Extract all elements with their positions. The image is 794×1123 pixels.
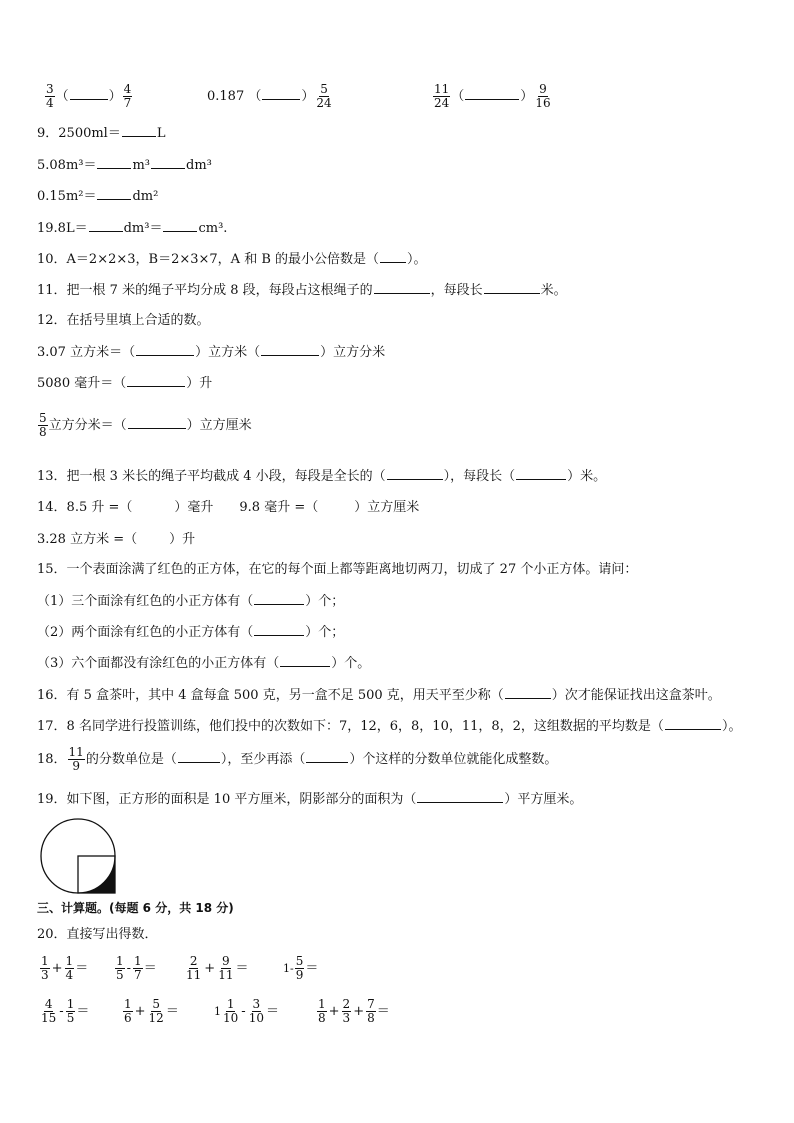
answer-blank[interactable]: [136, 343, 194, 356]
question-13: 13．把一根 3 米长的绳子平均截成 4 小段，每段是全长的（ ），每段长（ ）米。: [37, 469, 607, 484]
fraction: $\frac{11}{24}$: [434, 82, 450, 110]
fraction: $\frac{5}{24}$: [316, 82, 332, 110]
answer-blank[interactable]: [665, 717, 721, 730]
fraction: $\frac{9}{16}$: [535, 82, 551, 110]
answer-blank[interactable]: [122, 124, 156, 137]
calc-item: $\frac{1}{6}$ + $\frac{5}{12}$ ＝: [124, 997, 179, 1025]
answer-blank[interactable]: [262, 87, 300, 100]
answer-blank[interactable]: [70, 87, 108, 100]
answer-blank[interactable]: [138, 530, 168, 543]
answer-blank[interactable]: [151, 156, 185, 169]
answer-blank[interactable]: [374, 281, 430, 294]
answer-blank[interactable]: [505, 686, 551, 699]
answer-blank[interactable]: [254, 592, 304, 605]
question-17: 17．8 名同学进行投篮训练，他们投中的次数如下：7，12，6，8，10，11，8，2，这组数据的平均数是（ ）。: [37, 719, 742, 734]
question-16: 16．有 5 盒茶叶，其中 4 盒每盒 500 克，另一盒不足 500 克，用天平至少称（ ）次才能保证找出这盒茶叶。: [37, 688, 721, 703]
answer-blank[interactable]: [261, 343, 319, 356]
question-15a: （1）三个面涂有红色的小正方体有（ ）个；: [37, 594, 345, 609]
fraction: $\frac{4}{7}$: [123, 82, 132, 110]
question-11: 11．把一根 7 米的绳子平均分成 8 段，每段占这根绳子的 ，每段长 米。: [37, 283, 567, 298]
answer-blank[interactable]: [178, 750, 220, 763]
question-19: 19．如下图，正方形的面积是 10 平方厘米，阴影部分的面积为（ ）平方厘米。: [37, 792, 583, 807]
answer-blank[interactable]: [516, 467, 566, 480]
question-18: 18． $\frac{11}{9}$ 的分数单位是（ ），至少再添（ ）个这样的分数单位就能化成整数。: [37, 745, 558, 773]
question-10: 10．A＝2×2×3，B＝2×3×7，A 和 B 的最小公倍数是（ ）。: [37, 252, 427, 267]
answer-blank[interactable]: [319, 498, 353, 511]
compare-row-3: $\frac{11}{24}$ （ ） $\frac{9}{16}$: [434, 82, 551, 110]
question-15b: （2）两个面涂有红色的小正方体有（ ）个；: [37, 625, 345, 640]
question-14b: 3.28 立方米 =（ ）升: [37, 532, 196, 547]
answer-blank[interactable]: [465, 87, 519, 100]
answer-blank[interactable]: [128, 416, 186, 429]
fraction: $\frac{11}{9}$: [68, 745, 84, 773]
question-9d: 19.8L＝ dm³＝ cm³.: [37, 221, 228, 236]
fraction: $\frac{3}{4}$: [46, 82, 54, 110]
calc-item: 1 $\frac{1}{10}$ - $\frac{3}{10}$ ＝: [214, 997, 279, 1025]
answer-blank[interactable]: [306, 750, 348, 763]
circle-square-figure: [39, 817, 121, 897]
calc-item: $\frac{1}{3}$ + $\frac{1}{4}$ ＝: [41, 954, 89, 982]
answer-blank[interactable]: [387, 467, 443, 480]
compare-row-2: 0.187 （ ） $\frac{5}{24}$: [207, 82, 332, 110]
compare-row: $\frac{3}{4}$ （ ） $\frac{4}{7}$: [46, 82, 132, 110]
answer-blank[interactable]: [254, 623, 304, 636]
answer-blank[interactable]: [484, 281, 540, 294]
calc-item: $\frac{4}{15}$ - $\frac{1}{5}$ ＝: [41, 997, 90, 1025]
question-9: 9．2500ml＝ L: [37, 126, 166, 141]
answer-blank[interactable]: [97, 187, 131, 200]
question-14: 14．8.5 升 =（ ）毫升 9.8 毫升 =（ ）立方厘米: [37, 500, 420, 515]
calc-item: 1- $\frac{5}{9}$ ＝: [283, 954, 319, 982]
answer-blank[interactable]: [280, 654, 330, 667]
calc-item: $\frac{1}{5}$ - $\frac{1}{7}$ ＝: [116, 954, 157, 982]
question-15c: （3）六个面都没有涂红色的小正方体有（ ）个。: [37, 656, 371, 671]
answer-blank[interactable]: [380, 250, 406, 263]
question-9c: 0.15m²＝ dm²: [37, 189, 159, 204]
answer-blank[interactable]: [97, 156, 131, 169]
question-12c: $\frac{5}{8}$ 立方分米＝（ ）立方厘米: [39, 411, 252, 439]
question-12: 12．在括号里填上合适的数。: [37, 313, 210, 328]
question-9b: 5.08m³＝ m³ dm³: [37, 158, 212, 173]
answer-blank[interactable]: [163, 219, 197, 232]
section-3-title: 三、计算题。(每题 6 分，共 18 分): [37, 901, 234, 915]
answer-blank[interactable]: [417, 790, 503, 803]
answer-blank[interactable]: [89, 219, 123, 232]
calc-item: $\frac{2}{11}$ + $\frac{9}{11}$ ＝: [186, 954, 249, 982]
question-20: 20．直接写出得数．: [37, 927, 158, 942]
answer-blank[interactable]: [127, 374, 185, 387]
fraction: $\frac{5}{8}$: [39, 411, 47, 439]
calc-item: $\frac{1}{8}$ + $\frac{2}{3}$ + $\frac{7}{8}$ ＝: [318, 997, 390, 1025]
question-12a: 3.07 立方米＝（ ）立方米（ ）立方分米: [37, 345, 386, 360]
answer-blank[interactable]: [133, 498, 173, 511]
question-15: 15．一个表面涂满了红色的正方体，在它的每个面上都等距离地切两刀，切成了 27 个小正方体。请问：: [37, 562, 638, 577]
question-12b: 5080 毫升＝（ ）升: [37, 376, 213, 391]
